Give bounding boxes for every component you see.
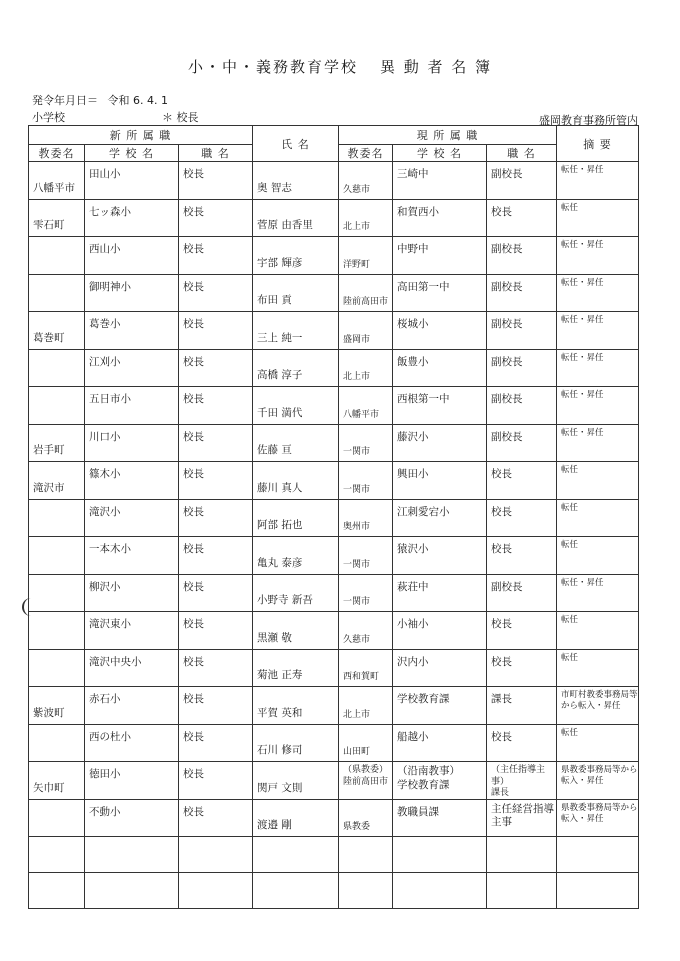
person-name: 平賀 英和 [257,706,303,719]
table-row [29,649,639,687]
current-position: 副校長 [491,430,523,443]
new-board: 雫石町 [33,219,65,231]
new-position: 校長 [183,505,204,518]
table-row [29,687,639,725]
new-position: 校長 [183,205,204,218]
remark: 転任・昇任 [561,577,604,588]
new-school: 西山小 [89,243,121,255]
title-left: 小・中・義務教育学校 [187,58,358,76]
current-position: 課長 [491,693,513,705]
table-row [29,274,639,312]
current-position: 課長 [491,788,510,799]
remark: 市町村教委事務局等から転入・昇任 [561,690,638,712]
current-position: 主任経営指導主事 [491,802,555,829]
office-name: 盛岡教育事務所管内 [539,114,638,127]
header-current-position: 職 名 [487,145,557,162]
table-row [29,537,639,575]
new-position: 校長 [183,468,204,480]
current-school: 猿沢小 [397,543,429,555]
table-row [29,499,639,537]
header-new-position: 職 名 [179,145,253,162]
issue-label: 発令年月日＝ [32,94,98,107]
current-board: 西和賀町 [343,672,380,682]
current-board: 県教委 [343,822,371,832]
issue-date-line [32,92,168,108]
current-school: 高田第一中 [397,280,450,293]
remark: 転任 [561,540,579,550]
current-board: 一関市 [343,484,371,495]
new-school: 柳沢小 [89,580,121,593]
current-school: 中野中 [397,243,429,255]
current-position: 校長 [491,655,513,668]
current-school: 教職員課 [397,805,440,818]
current-school: 興田小 [397,468,429,480]
new-position: 校長 [183,580,204,593]
person-name: 阿部 拓也 [257,519,303,531]
new-school: 篠木小 [89,468,121,480]
header-remarks: 摘 要 [557,126,639,162]
current-school-prior: （沿南教事） [397,765,461,777]
header-row-1 [29,126,639,145]
new-school: 田山小 [89,168,121,180]
current-position: 校長 [491,468,513,480]
current-board: 盛岡市 [343,334,371,345]
person-name: 菅原 由香里 [257,219,313,231]
position-note: ＊ 校長 [162,111,199,124]
new-school: 御明神小 [89,280,131,293]
empty-row [29,837,639,873]
new-position: 校長 [183,318,204,330]
new-school: 滝沢小 [89,505,121,518]
new-board: 紫波町 [33,706,65,719]
current-school: 小袖小 [397,618,429,630]
person-name: 黒瀬 敬 [257,631,292,644]
new-school: 滝沢東小 [89,618,131,630]
remark: 転任・昇任 [561,427,604,438]
new-position: 校長 [183,618,204,630]
new-position: 校長 [183,168,204,180]
remark: 転任・昇任 [561,352,604,363]
table-row [29,799,639,837]
table-row [29,462,639,500]
person-name: 小野寺 新吾 [257,594,313,606]
current-board: 陸前高田市 [343,297,389,307]
new-school: 徳田小 [89,768,121,780]
current-school: 和賀西小 [397,205,440,218]
transfer-roster-table [28,125,639,909]
current-position: 副校長 [491,318,523,330]
person-name: 宇部 輝彦 [257,256,303,269]
current-board: 一関市 [343,447,371,457]
new-board: 八幡平市 [33,181,75,194]
current-position: 副校長 [491,355,523,368]
current-board: 北上市 [343,709,371,720]
new-board: 矢巾町 [33,781,65,794]
current-school: 西根第一中 [397,393,450,405]
current-position: 副校長 [491,393,523,405]
remark: 転任 [561,727,579,738]
table-row [29,724,639,762]
new-school: 西の杜小 [89,730,131,743]
current-school: 藤沢小 [397,430,429,443]
remark: 転任・昇任 [561,277,604,288]
person-name: 千田 満代 [257,406,303,419]
remark: 県教委事務局等から転入・昇任 [561,802,638,824]
remark: 転任・昇任 [561,240,604,250]
table-row [29,762,639,800]
new-position: 校長 [183,280,204,293]
new-school: 江刈小 [89,355,121,368]
current-position-stack [491,765,556,799]
new-position: 校長 [183,768,204,780]
current-school: 三崎中 [397,168,429,180]
current-position: 副校長 [491,168,523,180]
current-board: 陸前高田市 [343,776,389,787]
new-school: 川口小 [89,430,121,443]
remark: 転任・昇任 [561,390,604,400]
person-name: 菊池 正寿 [257,669,303,681]
current-position: 副校長 [491,580,523,593]
header-current-board: 教委名 [339,145,393,162]
current-position: 副校長 [491,280,523,293]
remark: 転任 [561,465,579,475]
current-board: 山田町 [343,747,371,757]
current-school-stack [397,765,460,792]
current-position: 副校長 [491,243,523,255]
new-school: 不動小 [89,805,121,818]
person-name: 奥 智志 [257,181,292,194]
new-school: 葛巻小 [89,318,121,330]
current-school: 江刺愛宕小 [397,505,450,518]
table-row [29,574,639,612]
table-row [29,199,639,237]
table-row [29,612,639,650]
current-position: 校長 [491,618,513,630]
new-school: 五日市小 [89,393,131,405]
issue-date: 令和 6. 4. 1 [107,94,168,107]
person-name: 亀丸 泰彦 [257,556,303,569]
current-position: 校長 [491,205,513,218]
person-name: 藤川 真人 [257,481,303,494]
current-board: 北上市 [343,372,371,382]
current-board: 奥州市 [343,522,371,532]
new-school: 一本木小 [89,543,131,555]
new-position: 校長 [183,430,204,443]
person-name: 石川 修司 [257,744,303,756]
new-school: 滝沢中央小 [89,655,142,668]
new-board: 岩手町 [33,444,65,456]
person-name: 渡邉 剛 [257,819,292,831]
new-school: 七ッ森小 [89,205,131,218]
header-new-group: 新 所 属 職 [29,126,253,145]
current-school: 沢内小 [397,655,429,668]
current-position: 校長 [491,505,513,518]
current-board: 久慈市 [343,184,371,195]
page-title [0,56,680,77]
new-position: 校長 [183,805,204,818]
header-new-school: 学 校 名 [85,145,179,162]
header-new-board: 教委名 [29,145,85,162]
new-position: 校長 [183,693,204,705]
new-school: 赤石小 [89,693,121,705]
empty-row [29,873,639,909]
title-right: 異 動 者 名 簿 [379,58,493,76]
current-board-prior: （県教委） [343,765,389,775]
remark: 転任 [561,502,579,513]
current-position: 校長 [491,543,513,555]
person-name: 関戸 文則 [257,781,303,794]
new-position: 校長 [183,243,204,255]
new-board: 滝沢市 [33,481,65,494]
new-position: 校長 [183,355,204,368]
current-board: 八幡平市 [343,409,380,420]
current-school: 学校教育課 [397,778,450,791]
header-current-group: 現 所 属 職 [339,126,557,145]
table-row [29,424,639,462]
table-row [29,237,639,275]
remark: 転任・昇任 [561,165,604,175]
table-row [29,312,639,350]
table-row [29,349,639,387]
current-school: 学校教育課 [397,693,450,705]
remark: 転任 [561,202,579,213]
current-school: 飯豊小 [397,355,429,368]
remark: 転任 [561,652,579,663]
current-board: 一関市 [343,597,371,607]
current-position: 校長 [491,730,513,743]
person-name: 三上 純一 [257,331,303,344]
table-row [29,162,639,200]
current-board: 久慈市 [343,634,371,645]
new-position: 校長 [183,655,204,668]
current-school: 桜城小 [397,318,429,330]
new-position: 校長 [183,393,204,405]
current-board: 一関市 [343,559,371,570]
person-name: 布田 貢 [257,294,292,306]
table-row [29,387,639,425]
current-school: 萩荘中 [397,580,429,593]
new-position: 校長 [183,730,204,743]
new-position: 校長 [183,543,204,555]
current-board-stack [343,765,388,788]
person-name: 高橋 淳子 [257,369,303,381]
school-type: 小学校 [32,111,65,124]
person-name: 佐藤 亘 [257,444,292,456]
current-board: 北上市 [343,222,371,232]
new-board: 葛巻町 [33,331,65,344]
current-board: 洋野町 [343,259,371,270]
remark: 県教委事務局等から転入・昇任 [561,765,638,787]
current-position-prior: （主任指導主事） [491,765,546,787]
header-name: 氏 名 [253,126,339,162]
remark: 転任・昇任 [561,315,604,325]
header-current-school: 学 校 名 [393,145,487,162]
remark: 転任 [561,615,579,625]
current-school: 船越小 [397,730,429,743]
